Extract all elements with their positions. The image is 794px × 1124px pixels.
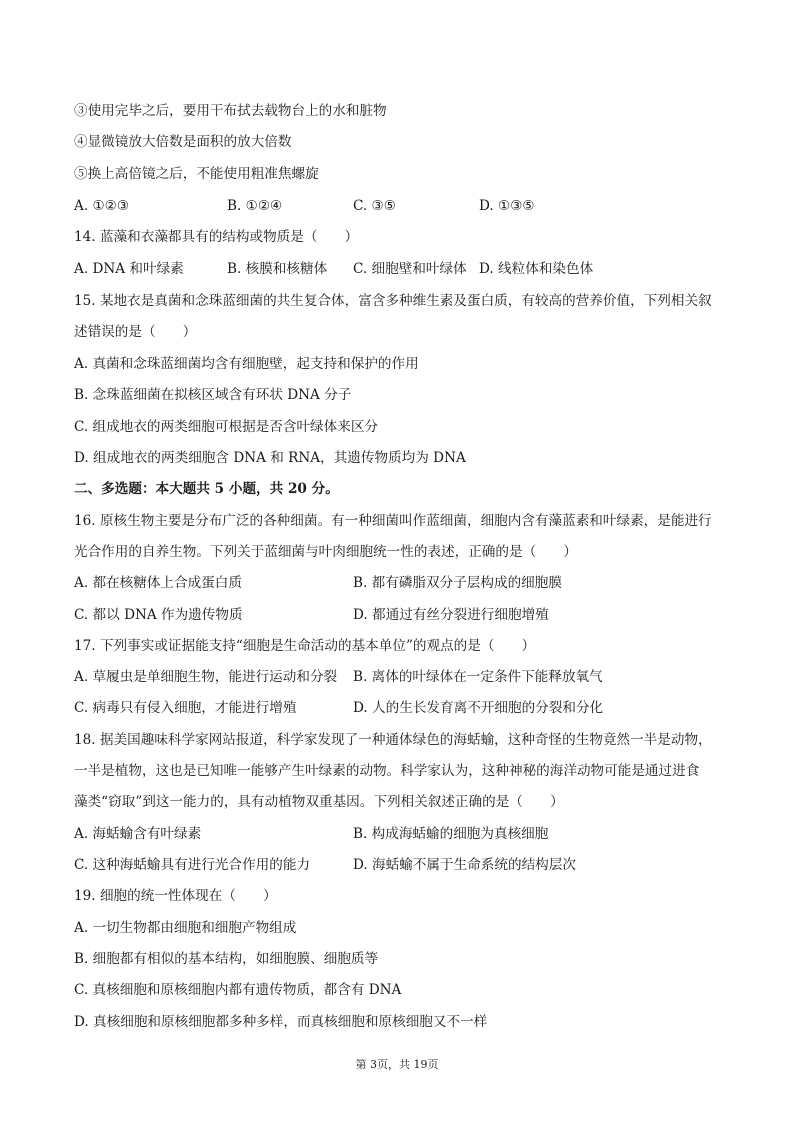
q17-options-row-1 — [74, 668, 734, 686]
section-heading: 二、多选题：本大题共 5 小题，共 20 分。 — [74, 481, 339, 497]
q17-option-d[interactable]: D. 人的生长发育离不开细胞的分裂和分化 — [353, 700, 604, 716]
q13-option-b[interactable]: B. ①②④ — [227, 198, 283, 214]
q19-stem: 19. 细胞的统一性体现在（ ） — [74, 888, 277, 904]
q17-stem: 17. 下列事实或证据能支持“细胞是生命活动的基本单位”的观点的是（ ） — [74, 638, 536, 654]
q18-option-a[interactable]: A. 海蛞蝓含有叶绿素 — [74, 826, 202, 842]
q17-option-b[interactable]: B. 离体的叶绿体在一定条件下能释放氧气 — [353, 669, 603, 685]
q19-option-c[interactable]: C. 真核细胞和原核细胞内都有遗传物质，都含有 DNA — [74, 982, 402, 998]
q15-stem-line-2: 述错误的是（ ） — [74, 324, 197, 340]
q16-stem-line-2: 光合作用的自养生物。下列关于蓝细菌与叶肉细胞统一性的表述，正确的是（ ） — [74, 544, 577, 560]
q18-option-c[interactable]: C. 这种海蛞蝓具有进行光合作用的能力 — [74, 857, 311, 873]
q13-statement-5: ⑤换上高倍镜之后，不能使用粗准焦螺旋 — [74, 166, 319, 182]
q18-options-row-2 — [74, 856, 734, 874]
q13-option-a[interactable]: A. ①②③ — [74, 198, 130, 214]
q13-statement-4: ④显微镜放大倍数是面积的放大倍数 — [74, 134, 292, 150]
q13-statement-3: ③使用完毕之后，要用干布拭去载物台上的水和脏物 — [74, 103, 387, 119]
q18-option-b[interactable]: B. 构成海蛞蝓的细胞为真核细胞 — [353, 826, 549, 842]
q17-option-c[interactable]: C. 病毒只有侵入细胞，才能进行增殖 — [74, 700, 297, 716]
q14-options — [74, 260, 734, 278]
q15-option-c[interactable]: C. 组成地衣的两类细胞可根据是否含叶绿体来区分 — [74, 419, 379, 435]
q18-stem-line-3: 藻类“窃取”到这一能力的，具有动植物双重基因。下列相关叙述正确的是（ ） — [74, 794, 564, 810]
page-number: 第 3页，共 19页 — [355, 1058, 439, 1071]
q17-option-a[interactable]: A. 草履虫是单细胞生物，能进行运动和分裂 — [74, 669, 338, 685]
q14-option-c[interactable]: C. 细胞壁和叶绿体 — [353, 261, 467, 277]
q18-stem-line-2: 一半是植物，这也是已知唯一能够产生叶绿素的动物。科学家认为，这种神秘的海洋动物可能是通过进食 — [74, 763, 700, 779]
q18-stem-line-1: 18. 据美国趣味科学家网站报道，科学家发现了一种通体绿色的海蛞蝓，这种奇怪的生物竟然一半是动物， — [74, 732, 712, 748]
q14-option-a[interactable]: A. DNA 和叶绿素 — [74, 261, 184, 277]
q18-option-d[interactable]: D. 海蛞蝓不属于生命系统的结构层次 — [353, 857, 576, 873]
q13-option-c[interactable]: C. ③⑤ — [353, 198, 396, 214]
q15-option-d[interactable]: D. 组成地衣的两类细胞含 DNA 和 RNA，其遗传物质均为 DNA — [74, 450, 466, 466]
q14-option-b[interactable]: B. 核膜和核糖体 — [227, 261, 328, 277]
q16-option-a[interactable]: A. 都在核糖体上合成蛋白质 — [74, 575, 242, 591]
q15-option-b[interactable]: B. 念珠蓝细菌在拟核区域含有环状 DNA 分子 — [74, 387, 352, 403]
q15-option-a[interactable]: A. 真菌和念珠蓝细菌均含有细胞壁，起支持和保护的作用 — [74, 356, 419, 372]
q16-option-c[interactable]: C. 都以 DNA 作为遗传物质 — [74, 607, 243, 623]
q19-option-a[interactable]: A. 一切生物都由细胞和细胞产物组成 — [74, 920, 297, 936]
q17-options-row-2 — [74, 699, 734, 717]
q16-option-b[interactable]: B. 都有磷脂双分子层构成的细胞膜 — [353, 575, 562, 591]
q16-stem-line-1: 16. 原核生物主要是分布广泛的各种细菌。有一种细菌叫作蓝细菌，细胞内含有藻蓝素和叶绿素，是能进行 — [74, 513, 712, 529]
q16-options-row-2 — [74, 606, 734, 624]
q18-options-row-1 — [74, 825, 734, 843]
q15-stem-line-1: 15. 某地衣是真菌和念珠蓝细菌的共生复合体，富含多种维生素及蛋白质，有较高的营养价值，下列相关叙 — [74, 293, 712, 309]
q13-option-d[interactable]: D. ①③⑤ — [479, 198, 535, 214]
q16-option-d[interactable]: D. 都通过有丝分裂进行细胞增殖 — [353, 607, 549, 623]
q16-options-row-1 — [74, 574, 734, 592]
q19-option-d[interactable]: D. 真核细胞和原核细胞都多种多样，而真核细胞和原核细胞又不一样 — [74, 1014, 488, 1030]
q13-options — [74, 197, 734, 215]
q19-option-b[interactable]: B. 细胞都有相似的基本结构，如细胞膜、细胞质等 — [74, 951, 379, 967]
q14-option-d[interactable]: D. 线粒体和染色体 — [479, 261, 594, 277]
q14-stem: 14. 蓝藻和衣藻都具有的结构或物质是（ ） — [74, 229, 359, 245]
